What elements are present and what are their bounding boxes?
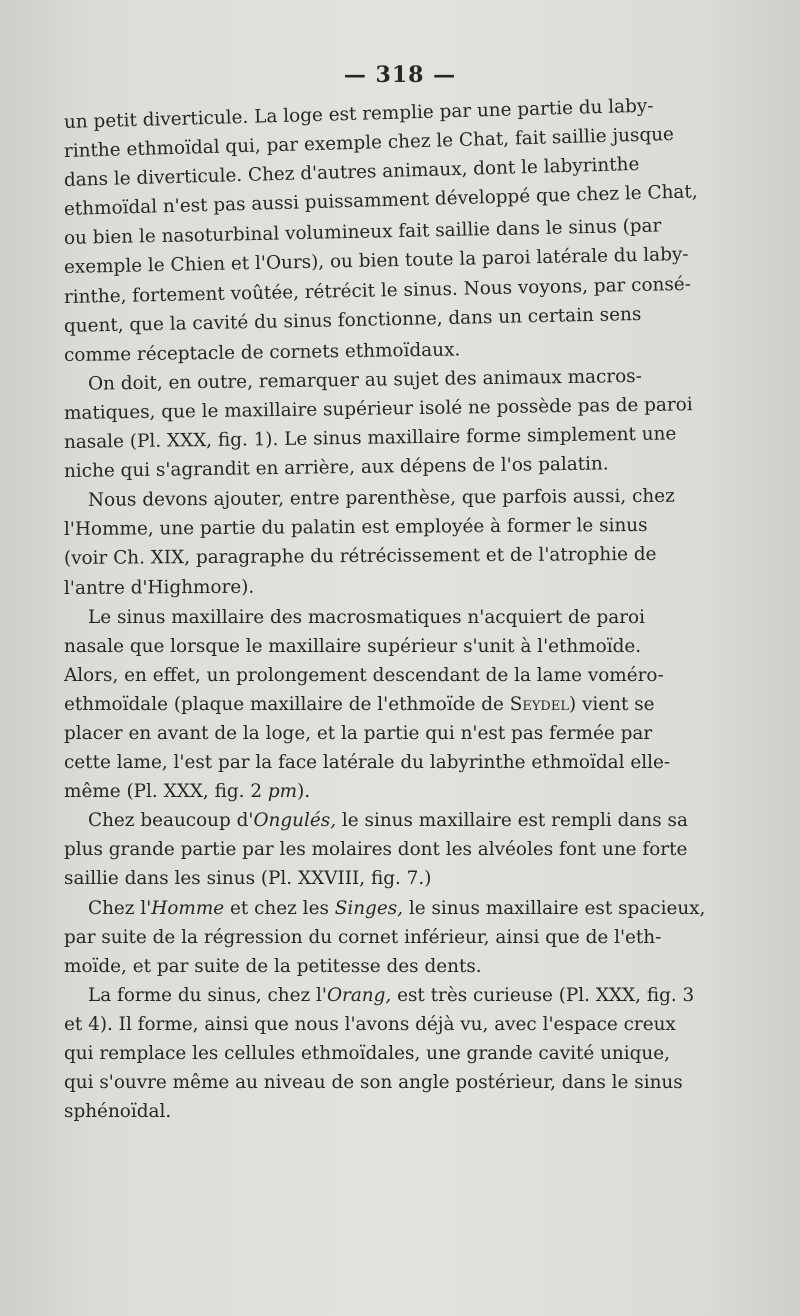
text-line: moïde, et par suite de la petitesse des dents. xyxy=(64,955,482,977)
text-line: Alors, en effet, un prolongement descendant de la lame voméro- xyxy=(64,664,664,686)
text-span: est très curieuse (Pl. XXX, fig. 3 xyxy=(391,984,695,1006)
italic-term-orang: Orang, xyxy=(326,984,392,1006)
italic-term-singes: Singes, xyxy=(334,897,403,919)
text-line: (voir Ch. XIX, paragraphe du rétrécissement et de l'atrophie de xyxy=(63,544,657,570)
text-line: placer en avant de la loge, et la partie qui n'est pas fermée par xyxy=(64,722,653,744)
text-span: La forme du sinus, chez l' xyxy=(88,984,327,1006)
text-line: plus grande partie par les molaires dont les alvéoles font une forte xyxy=(64,839,688,861)
text-line: sphénoïdal. xyxy=(64,1101,172,1123)
page-body-text xyxy=(63,95,754,1126)
author-name-seydel: Seydel xyxy=(509,693,569,715)
text-line: un petit diverticule. La loge est remplie par une partie du laby- xyxy=(63,95,654,133)
text-line xyxy=(64,981,754,1010)
text-line xyxy=(64,690,754,719)
text-line: Nous devons ajouter, entre parenthèse, que parfois aussi, chez xyxy=(87,485,675,512)
text-span: le sinus maxillaire est rempli dans sa xyxy=(336,810,688,832)
text-line xyxy=(64,806,754,835)
text-span: et chez les xyxy=(224,897,335,919)
text-line: qui s'ouvre même au niveau de son angle postérieur, dans le sinus xyxy=(64,1072,683,1094)
text-line: cette lame, l'est par la face latérale du labyrinthe ethmoïdal elle- xyxy=(64,752,671,774)
text-span: ) vient se xyxy=(568,693,655,715)
text-line: saillie dans les sinus (Pl. XXVIII, fig. 7.) xyxy=(64,868,432,890)
text-line: nasale que lorsque le maxillaire supérieur s'unit à l'ethmoïde. xyxy=(64,635,642,657)
text-line: ou bien le nasoturbinal volumineux fait saillie dans le sinus (par xyxy=(63,215,662,250)
text-span: même (Pl. XXX, fig. 2 xyxy=(64,781,268,803)
italic-term-ongules: Ongulés, xyxy=(253,810,337,832)
text-span: ). xyxy=(297,781,311,803)
italic-term-homme: Homme xyxy=(151,897,225,919)
text-line: l'antre d'Highmore). xyxy=(63,576,255,599)
figure-label-pm: pm xyxy=(267,781,298,803)
text-line: par suite de la régression du cornet inférieur, ainsi que de l'eth- xyxy=(64,926,662,948)
text-line: matiques, que le maxillaire supérieur isolé ne possède pas de paroi xyxy=(63,394,693,424)
text-line: niche qui s'agrandit en arrière, aux dépens de l'os palatin. xyxy=(63,453,609,483)
text-span: Chez l' xyxy=(88,897,152,919)
text-line: qui remplace les cellules ethmoïdales, une grande cavité unique, xyxy=(64,1043,671,1064)
text-line: quent, que la cavité du sinus fonctionne, dans un certain sens xyxy=(63,303,642,337)
text-line: rinthe, fortement voûtée, rétrécit le sinus. Nous voyons, par consé- xyxy=(63,273,692,308)
text-line: rinthe ethmoïdal qui, par exemple chez le Chat, fait saillie jusque xyxy=(63,124,675,163)
text-line xyxy=(64,894,754,923)
text-span: Chez beaucoup d' xyxy=(88,810,254,832)
text-span: le sinus maxillaire est spacieux, xyxy=(403,897,706,919)
text-line: exemple le Chien et l'Ours), ou bien toute la paroi latérale du laby- xyxy=(63,244,689,279)
text-line: et 4). Il forme, ainsi que nous l'avons déjà vu, avec l'espace creux xyxy=(64,1013,676,1035)
text-line: l'Homme, une partie du palatin est employée à former le sinus xyxy=(63,515,648,541)
text-line: comme réceptacle de cornets ethmoïdaux. xyxy=(63,339,461,366)
text-span: ethmoïdale (plaque maxillaire de l'ethmoïde de xyxy=(64,693,510,715)
text-line: ethmoïdal n'est pas aussi puissamment développé que chez le Chat, xyxy=(63,181,698,221)
text-line xyxy=(64,777,754,806)
text-line: dans le diverticule. Chez d'autres animaux, dont le labyrinthe xyxy=(63,154,640,192)
text-line: On doit, en outre, remarquer au sujet des animaux macros- xyxy=(87,365,642,395)
text-line: Le sinus maxillaire des macrosmatiques n'acquiert de paroi xyxy=(88,606,645,628)
page-number: — 318 — xyxy=(343,62,457,88)
text-line: nasale (Pl. XXX, fig. 1). Le sinus maxillaire forme simplement une xyxy=(63,423,677,454)
